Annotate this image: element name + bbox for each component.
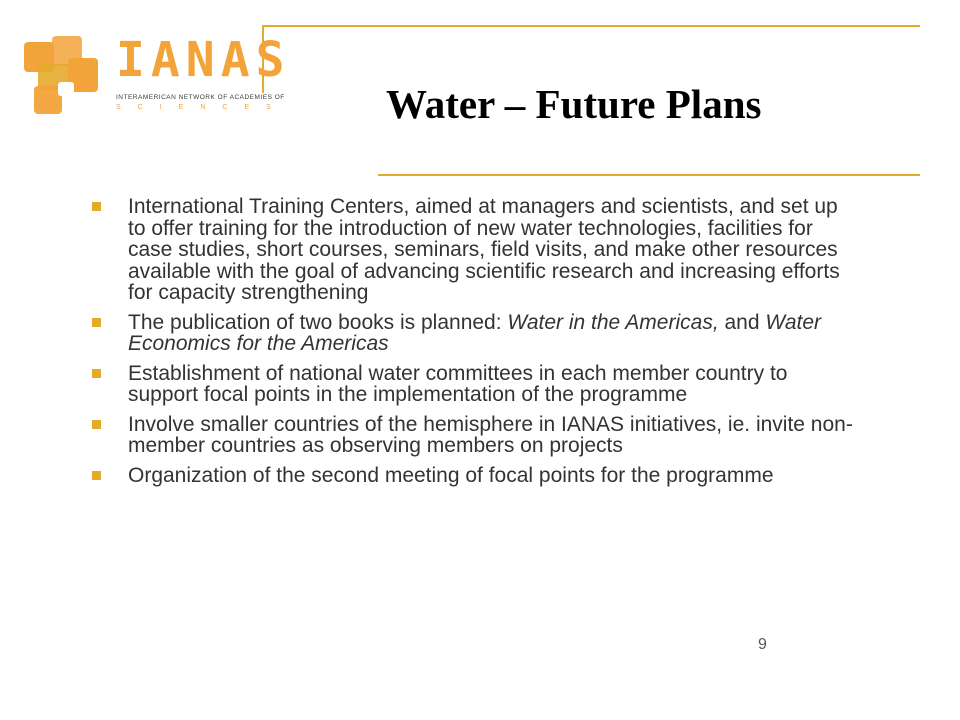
ianas-logo <box>24 32 291 118</box>
square-bullet-icon <box>92 471 101 480</box>
bullet-text-italic: Water in the Americas, <box>507 310 719 334</box>
page-number: 9 <box>758 636 767 653</box>
bullet-item <box>88 196 858 304</box>
logo-wordmark: IANAS <box>116 32 291 88</box>
ianas-logo-mark-icon <box>24 36 108 116</box>
bullet-text: Organization of the second meeting of focal points for the programme <box>128 463 774 487</box>
top-rule <box>263 25 920 27</box>
square-bullet-icon <box>92 420 101 429</box>
bullet-item <box>88 465 858 487</box>
bullet-text: and <box>718 310 766 334</box>
title-underline-rule <box>378 174 920 176</box>
logo-subtitle: INTERAMERICAN NETWORK OF ACADEMIES OF <box>116 94 285 101</box>
logo-subtitle-sciences: SCIENCES <box>116 104 288 111</box>
bullet-text: Involve smaller countries of the hemisphere in IANAS initiatives, ie. invite non-member countries as observing members on projects <box>128 412 853 457</box>
square-bullet-icon <box>92 369 101 378</box>
bullet-item <box>88 414 858 457</box>
bullet-text: Establishment of national water committees in each member country to support focal points in the implementation of the programme <box>128 361 788 406</box>
bullet-text: International Training Centers, aimed at managers and scientists, and set up to offer training for the introduction of new water technologies, facilities for case studies, short courses, seminars, field visits, and make other resources available with the goal of advancing scientific research and increasing efforts for capacity strengthening <box>128 195 840 304</box>
slide-title: Water – Future Plans <box>386 81 762 127</box>
bullet-item <box>88 312 858 355</box>
square-bullet-icon <box>92 318 101 327</box>
bullet-item <box>88 363 858 406</box>
square-bullet-icon <box>92 202 101 211</box>
bullet-list <box>88 196 858 494</box>
bullet-text-italic: Water Economics for the Americas <box>128 310 822 355</box>
bullet-text: The publication of two books is planned: <box>128 310 508 334</box>
